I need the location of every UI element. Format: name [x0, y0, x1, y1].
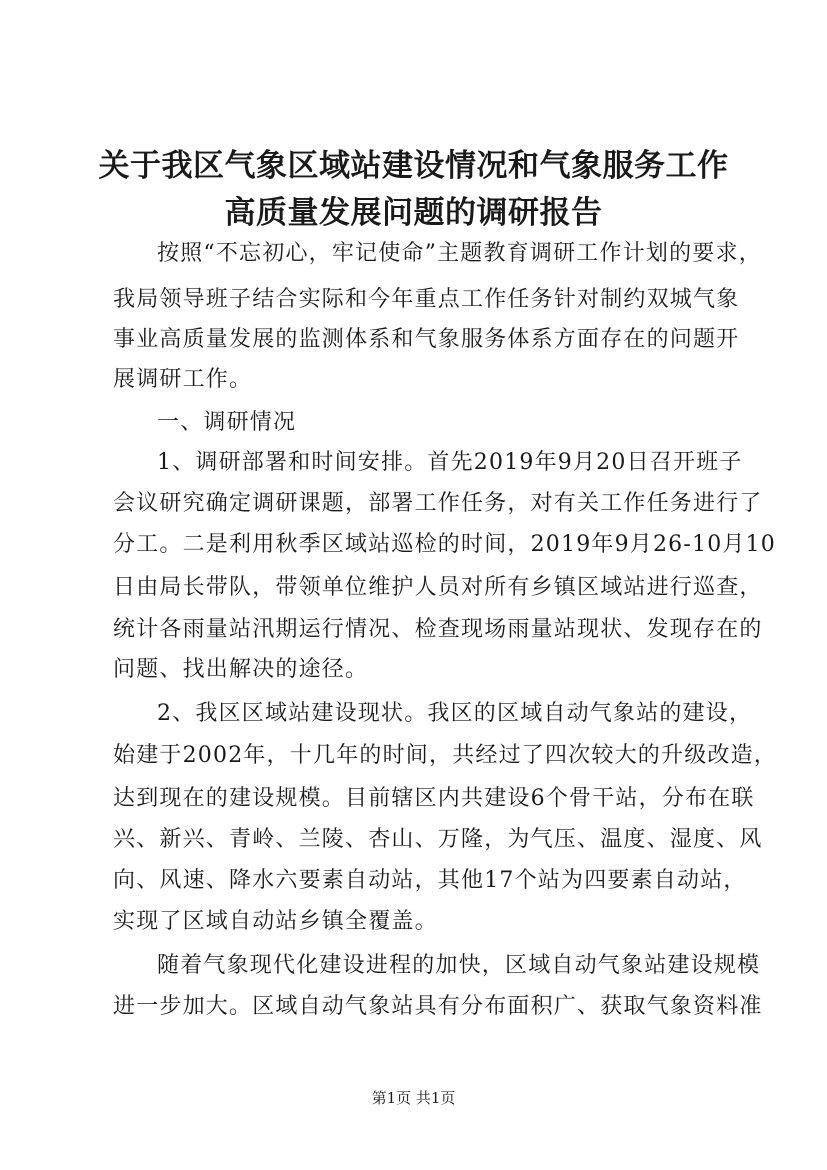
- body-line-19: 进一步加大。区域自动气象站具有分布面积广、获取气象资料准: [113, 994, 763, 1019]
- body-line-12: 2、我区区域站建设现状。我区的区域自动气象站的建设，: [157, 701, 753, 726]
- body-line-11: 问题、找出解决的途径。: [113, 657, 369, 682]
- body-line-3: 事业高质量发展的监测体系和气象服务体系方面存在的问题开: [113, 327, 740, 352]
- page-footer: 第1页 共1页: [371, 1089, 456, 1107]
- body-line-4: 展调研工作。: [113, 367, 253, 392]
- document-title-line-2: 高质量发展问题的调研报告: [224, 195, 603, 231]
- section-heading-1: 一、调研情况: [157, 410, 297, 435]
- body-line-14: 达到现在的建设规模。目前辖区内共建设6个骨干站，分布在联: [113, 786, 755, 811]
- body-line-18: 随着气象现代化建设进程的加快，区域自动气象站建设规模: [157, 953, 761, 978]
- body-line-9: 日由局长带队，带领单位维护人员对所有乡镇区域站进行巡查，: [113, 575, 763, 600]
- body-line-6: 1、调研部署和时间安排。首先2019年9月20日召开班子: [157, 450, 743, 475]
- body-line-17: 实现了区域自动站乡镇全覆盖。: [113, 909, 438, 934]
- body-line-13: 始建于2002年，十几年的时间，共经过了四次较大的升级改造，: [113, 743, 777, 768]
- body-line-15: 兴、新兴、青岭、兰陵、杏山、万隆，为气压、温度、湿度、风: [113, 827, 763, 852]
- body-line-16: 向、风速、降水六要素自动站，其他17个站为四要素自动站，: [113, 868, 747, 893]
- body-line-1: 按照“不忘初心，牢记使命”主题教育调研工作计划的要求，: [157, 241, 762, 266]
- body-line-2: 我局领导班子结合实际和今年重点工作任务针对制约双城气象: [113, 287, 740, 312]
- body-line-7: 会议研究确定调研课题，部署工作任务，对有关工作任务进行了: [113, 491, 763, 516]
- body-line-8: 分工。二是利用秋季区域站巡检的时间，2019年9月26-10月10: [113, 532, 777, 557]
- document-title-line-1: 关于我区气象区域站建设情况和气象服务工作: [98, 148, 729, 184]
- body-line-10: 统计各雨量站汛期运行情况、检查现场雨量站现状、发现存在的: [113, 617, 763, 642]
